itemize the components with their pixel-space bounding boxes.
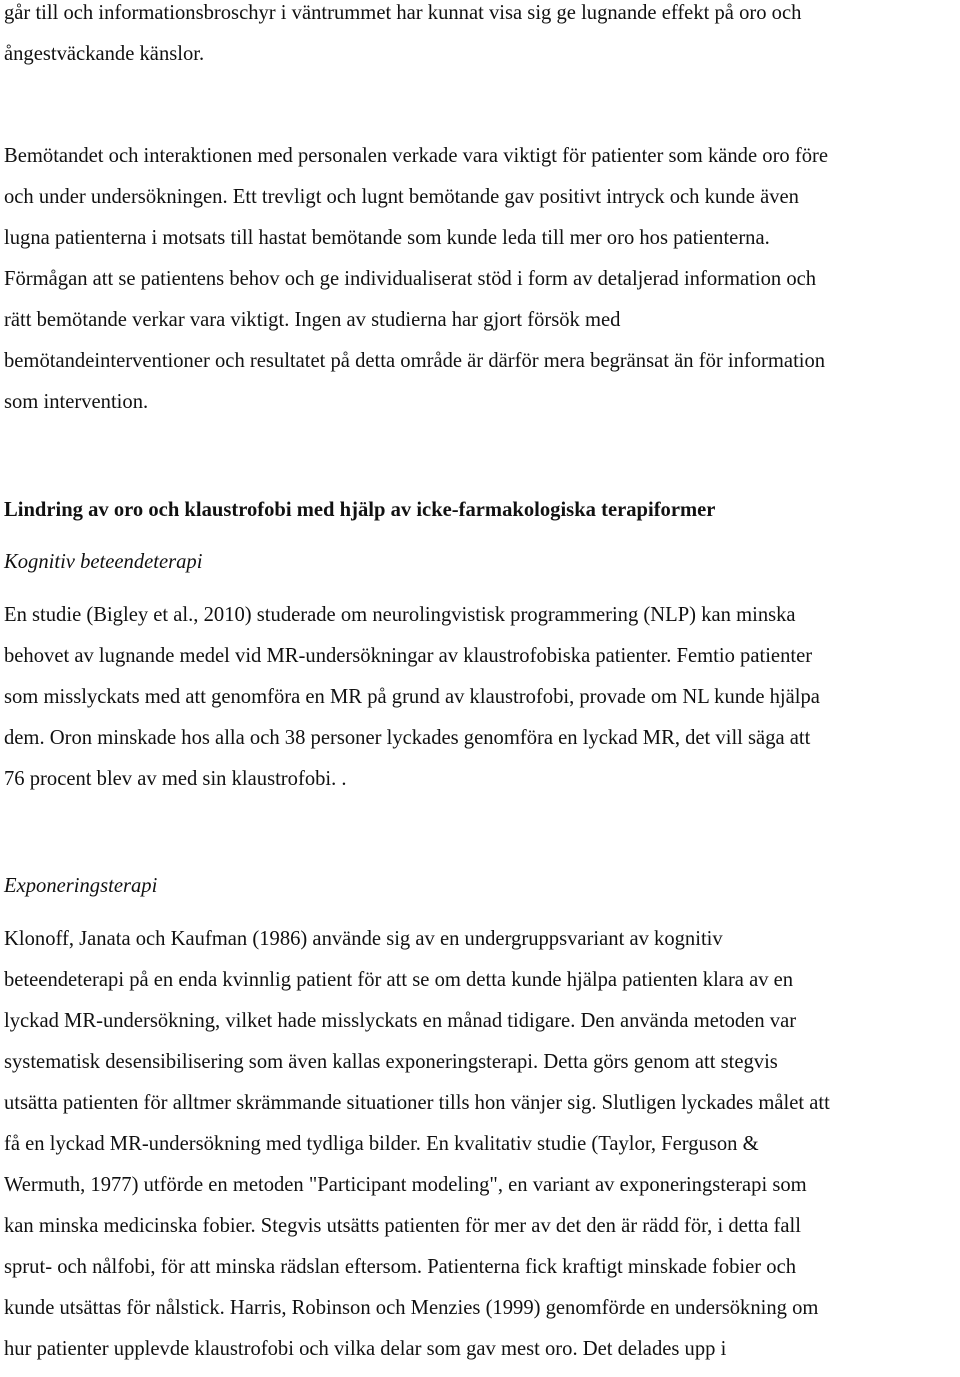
text-line: och under undersökningen. Ett trevligt och lugnt bemötande gav positivt intryck och kunde även [4,186,799,208]
text-line: kan minska medicinska fobier. Stegvis utsätts patienten för mer av det den är rädd för, i detta fall [4,1215,801,1237]
text-line: lyckad MR-undersökning, vilket hade misslyckats en månad tidigare. Den använda metoden var [4,1010,797,1032]
subheading-exposure: Exponeringsterapi [4,875,158,897]
text-line: kunde utsättas för nålstick. Harris, Robinson och Menzies (1999) genomförde en undersökning om [4,1297,819,1319]
text-line: ångestväckande känslor. [4,43,205,65]
text-line: bemötandeinterventioner och resultatet på detta område är därför mera begränsat än för information [4,350,826,372]
text-line: rätt bemötande verkar vara viktigt. Ingen av studierna har gjort försök med [4,309,621,331]
text-line: systematisk desensibilisering som även kallas exponeringsterapi. Detta görs genom att stegvis [4,1051,778,1073]
text-line: 76 procent blev av med sin klaustrofobi. . [4,768,347,790]
text-line: Klonoff, Janata och Kaufman (1986) använde sig av en undergruppsvariant av kognitiv [4,928,723,950]
text-line: hur patienter upplevde klaustrofobi och vilka delar som gav mest oro. Det delades upp i [4,1338,727,1360]
text-line: går till och informationsbroschyr i väntrummet har kunnat visa sig ge lugnande effekt på oro och [4,2,802,24]
subsection-exposure [4,873,157,914]
text-line: beteendeterapi på en enda kvinnlig patient för att se om detta kunde hjälpa patienten klara av en [4,969,794,991]
text-line: Wermuth, 1977) utförde en metoden "Participant modeling", en variant av exponeringsterapi som [4,1174,807,1196]
paragraph-exposure [4,926,830,1377]
text-line: som misslyckats med att genomföra en MR på grund av klaustrofobi, provade om NL kunde hjälpa [4,686,820,708]
text-line: Bemötandet och interaktionen med personalen verkade vara viktigt för patienter som kände oro före [4,145,829,167]
text-line: lugna patienterna i motsats till hastat bemötande som kunde leda till mer oro hos patienterna. [4,227,770,249]
paragraph-bemotande [4,143,828,430]
subheading-kbt: Kognitiv beteendeterapi [4,551,203,573]
text-line: sprut- och nålfobi, för att minska rädslan eftersom. Patienterna fick kraftigt minskade fobier och [4,1256,797,1278]
subsection-kbt [4,549,202,590]
text-line: dem. Oron minskade hos alla och 38 personer lyckades genomföra en lyckad MR, det vill säga att [4,727,811,749]
text-line: som intervention. [4,391,149,413]
text-line: Förmågan att se patientens behov och ge individualiserat stöd i form av detaljerad information och [4,268,817,290]
section-heading-text: Lindring av oro och klaustrofobi med hjälp av icke-farmakologiska terapiformer [4,499,716,521]
text-line: få en lyckad MR-undersökning med tydliga bilder. En kvalitativ studie (Taylor, Ferguson & [4,1133,759,1155]
section-heading [4,497,715,538]
text-line: En studie (Bigley et al., 2010) studerade om neurolingvistisk programmering (NLP) kan minska [4,604,796,626]
paragraph-kbt [4,602,820,807]
paragraph-intro [4,0,801,82]
text-line: utsätta patienten för alltmer skrämmande situationer tills hon vänjer sig. Slutligen lyckades målet att [4,1092,830,1114]
text-line: behovet av lugnande medel vid MR-undersökningar av klaustrofobiska patienter. Femtio patienter [4,645,813,667]
